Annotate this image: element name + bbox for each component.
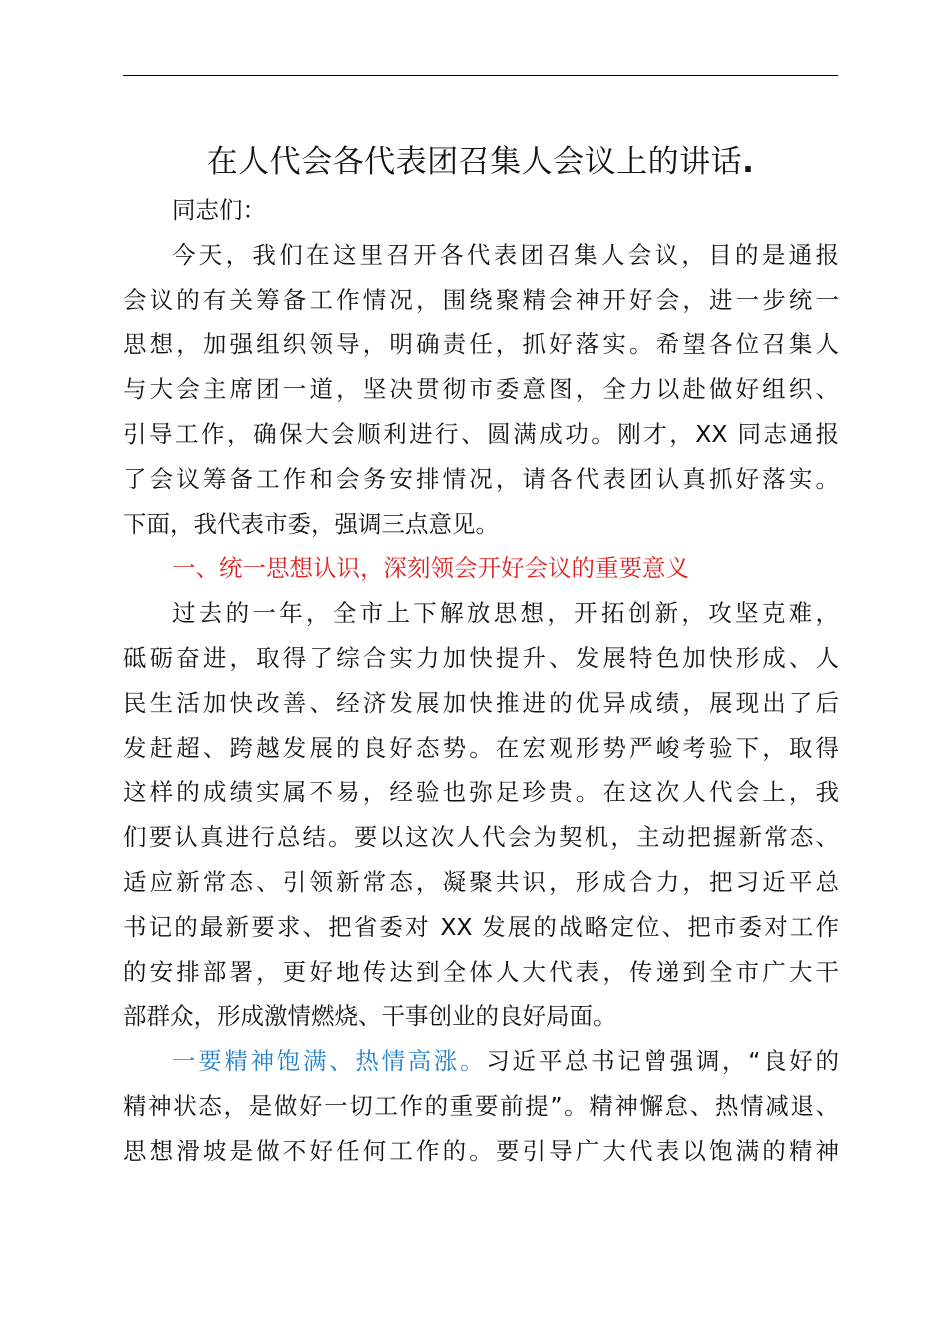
subheading-line [123,1039,839,1084]
paragraph-line: 下面，我代表市委，强调三点意见。 [123,509,499,538]
section-heading: 一、统一思想认识，深刻领会开好会议的重要意义 [172,554,689,583]
paragraph-line: 了会议筹备工作和会务安排情况，请各代表团认真抓好落实。 [123,464,839,493]
header-rule [123,75,838,76]
paragraph-line: 这样的成绩实属不易，经验也弥足珍贵。在这次人代会上，我 [123,778,839,807]
subheading-rest: 习近平总书记曾强调，“良好的 [486,1047,839,1076]
paragraph-line: 部群众，形成激情燃烧、干事创业的良好局面。 [123,1002,617,1031]
paragraph-line: 会议的有关筹备工作情况，围绕聚精会神开好会，进一步统一 [123,285,839,314]
paragraph-line: 砥砺奋进，取得了综合实力加快提升、发展特色加快形成、人 [123,643,839,672]
salutation: 同志们： [172,196,266,224]
paragraph-line: 的安排部署，更好地传达到全体人大代表，传递到全市广大干 [123,957,839,986]
paragraph-line: 们要认真进行总结。要以这次人代会为契机，主动把握新常态、 [123,823,839,852]
subheading: 一要精神饱满、热情高涨。 [172,1047,487,1076]
paragraph-line: 精神状态，是做好一切工作的重要前提”。精神懈怠、热情减退、 [123,1091,839,1120]
paragraph-line: 民生活加快改善、经济发展加快推进的优异成绩，展现出了后 [123,688,839,717]
paragraph-line: 发赶超、跨越发展的良好态势。在宏观形势严峻考验下，取得 [123,733,839,762]
paragraph-line: 书记的最新要求、把省委对 XX 发展的战略定位、把市委对工作 [123,912,839,941]
paragraph-line: 思想，加强组织领导，明确责任，抓好落实。希望各位召集人 [123,330,839,359]
paragraph-line: 今天，我们在这里召开各代表团召集人会议，目的是通报 [172,240,839,269]
document-body [123,188,839,1174]
title-text: 在人代会各代表团召集人会议上的讲话 [206,144,743,180]
title-dot: . [742,144,755,180]
paragraph-line: 与大会主席团一道，坚决贯彻市委意图，全力以赴做好组织、 [123,375,839,404]
paragraph-line: 过去的一年，全市上下解放思想，开拓创新，攻坚克难， [172,599,839,628]
paragraph-line: 适应新常态、引领新常态，凝聚共识，形成合力，把习近平总 [123,867,839,896]
paragraph-line: 思想滑坡是做不好任何工作的。要引导广大代表以饱满的精神 [123,1136,839,1165]
document-title [123,138,838,186]
paragraph-line: 引导工作，确保大会顺利进行、圆满成功。刚才，XX 同志通报 [123,419,839,448]
